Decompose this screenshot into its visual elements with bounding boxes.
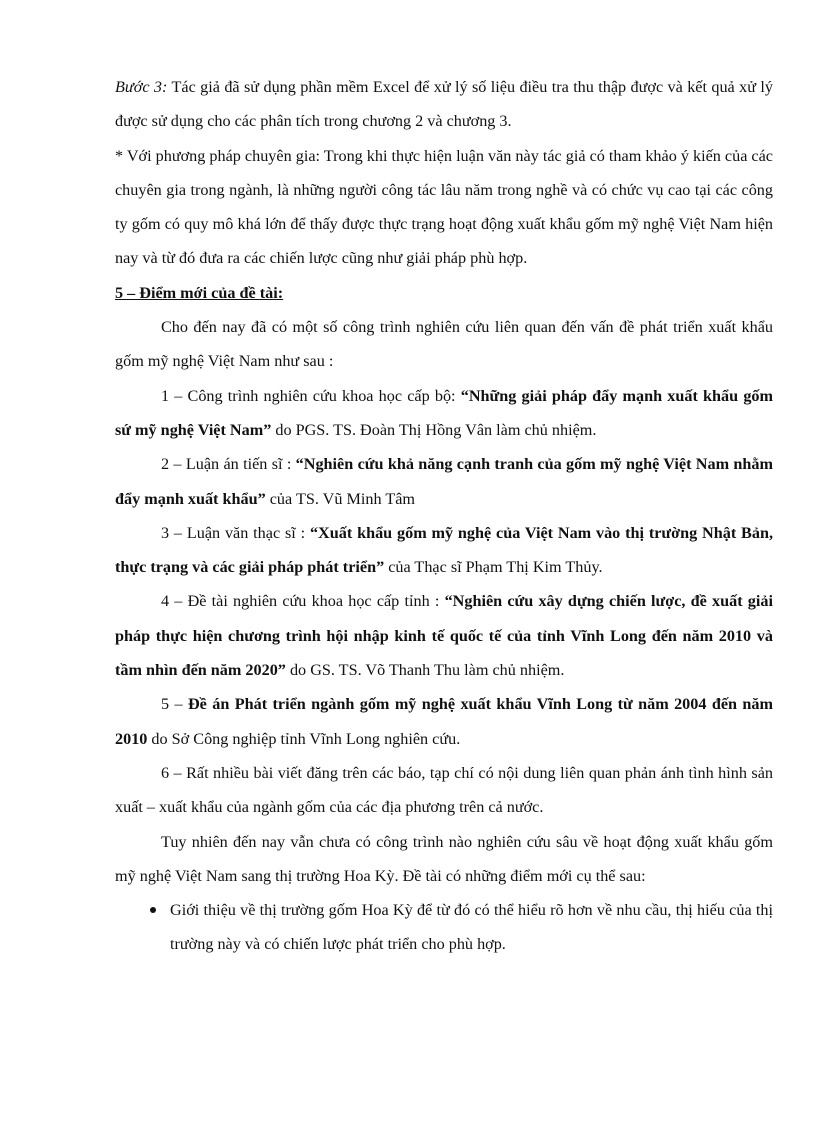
work-prefix: 2 – Luận án tiến sĩ : <box>161 455 296 474</box>
intro-paragraph: Cho đến nay đã có một số công trình nghiên cứu liên quan đến vấn đề phát triển xuất khẩu gốm mỹ nghệ Việt Nam như sau : <box>115 318 773 371</box>
bullet-icon <box>150 907 156 913</box>
work-item-3 <box>115 516 773 585</box>
work-title: Đề án Phát triển ngành gốm mỹ nghệ xuất khẩu Vĩnh Long từ năm 2004 đến năm 2010 <box>115 695 773 748</box>
bullet-text: Giới thiệu về thị trường gốm Hoa Kỳ để từ đó có thể hiểu rõ hơn về nhu cầu, thị hiếu của thị trường này và có chiến lược phát triển cho phù hợp. <box>170 901 773 954</box>
work-title: “Những giải pháp đẩy mạnh xuất khẩu gốm sứ mỹ nghệ Việt Nam” <box>115 386 773 439</box>
work-title: “Nghiên cứu xây dựng chiến lược, đề xuất giải pháp thực hiện chương trình hội nhập kinh tế quốc tế của tỉnh Vĩnh Long đến năm 2010 và tầm nhìn đến năm 2020” <box>115 592 773 680</box>
step3-paragraph <box>115 70 773 139</box>
work-prefix: 6 – Rất nhiều bài viết đăng trên các báo, tạp chí có nội dung liên quan phản ánh tình hình sản xuất – xuất khẩu của ngành gốm của các địa phương trên cả nước. <box>115 763 773 817</box>
work-suffix: do GS. TS. Võ Thanh Thu làm chủ nhiệm. <box>285 661 565 680</box>
work-item-5 <box>115 687 773 756</box>
work-item-1 <box>115 379 773 448</box>
work-suffix: của Thạc sĩ Phạm Thị Kim Thủy. <box>384 558 603 577</box>
work-suffix: do Sở Công nghiệp tỉnh Vĩnh Long nghiên cứu. <box>147 729 461 748</box>
work-suffix: của TS. Vũ Minh Tâm <box>265 489 415 508</box>
conclusion-paragraph: Tuy nhiên đến nay vẫn chưa có công trình nào nghiên cứu sâu về hoạt động xuất khẩu gốm mỹ nghệ Việt Nam sang thị trường Hoa Kỳ. Đề tài có những điểm mới cụ thể sau: <box>115 832 773 885</box>
document-page <box>115 70 773 962</box>
work-prefix: 5 – <box>161 695 188 714</box>
work-suffix: do PGS. TS. Đoàn Thị Hồng Vân làm chủ nhiệm. <box>271 420 597 439</box>
list-item <box>115 893 773 962</box>
work-item-2 <box>115 447 773 516</box>
step3-label: Bước 3: <box>115 78 168 96</box>
work-title: “Nghiên cứu khả năng cạnh tranh của gốm mỹ nghệ Việt Nam nhằm đẩy mạnh xuất khẩu” <box>115 455 773 508</box>
work-title: “Xuất khẩu gốm mỹ nghệ của Việt Nam vào thị trường Nhật Bản, thực trạng và các giải pháp phát triển” <box>115 523 773 577</box>
step3-text: Tác giả đã sử dụng phần mềm Excel để xử lý số liệu điều tra thu thập được và kết quả xử lý được sử dụng cho các phân tích trong chương 2 và chương 3. <box>115 78 773 131</box>
work-prefix: 3 – Luận văn thạc sĩ : <box>161 523 310 542</box>
work-prefix: 4 – Đề tài nghiên cứu khoa học cấp tỉnh : <box>161 592 445 611</box>
work-prefix: 1 – Công trình nghiên cứu khoa học cấp bộ: <box>161 386 461 405</box>
expert-method-paragraph: * Với phương pháp chuyên gia: Trong khi thực hiện luận văn này tác giả có tham khảo ý kiến của các chuyên gia trong ngành, là những người công tác lâu năm trong nghề và có chức vụ cao tại các công ty gốm có quy mô khá lớn để thấy được thực trạng hoạt động xuất khẩu gốm mỹ nghệ Việt Nam hiện nay và từ đó đưa ra các chiến lược cũng như giải pháp phù hợp. <box>115 146 773 268</box>
work-item-6 <box>115 756 773 825</box>
work-item-4 <box>115 584 773 687</box>
new-points-list <box>115 893 773 962</box>
section-heading: 5 – Điểm mới của đề tài: <box>115 283 284 302</box>
